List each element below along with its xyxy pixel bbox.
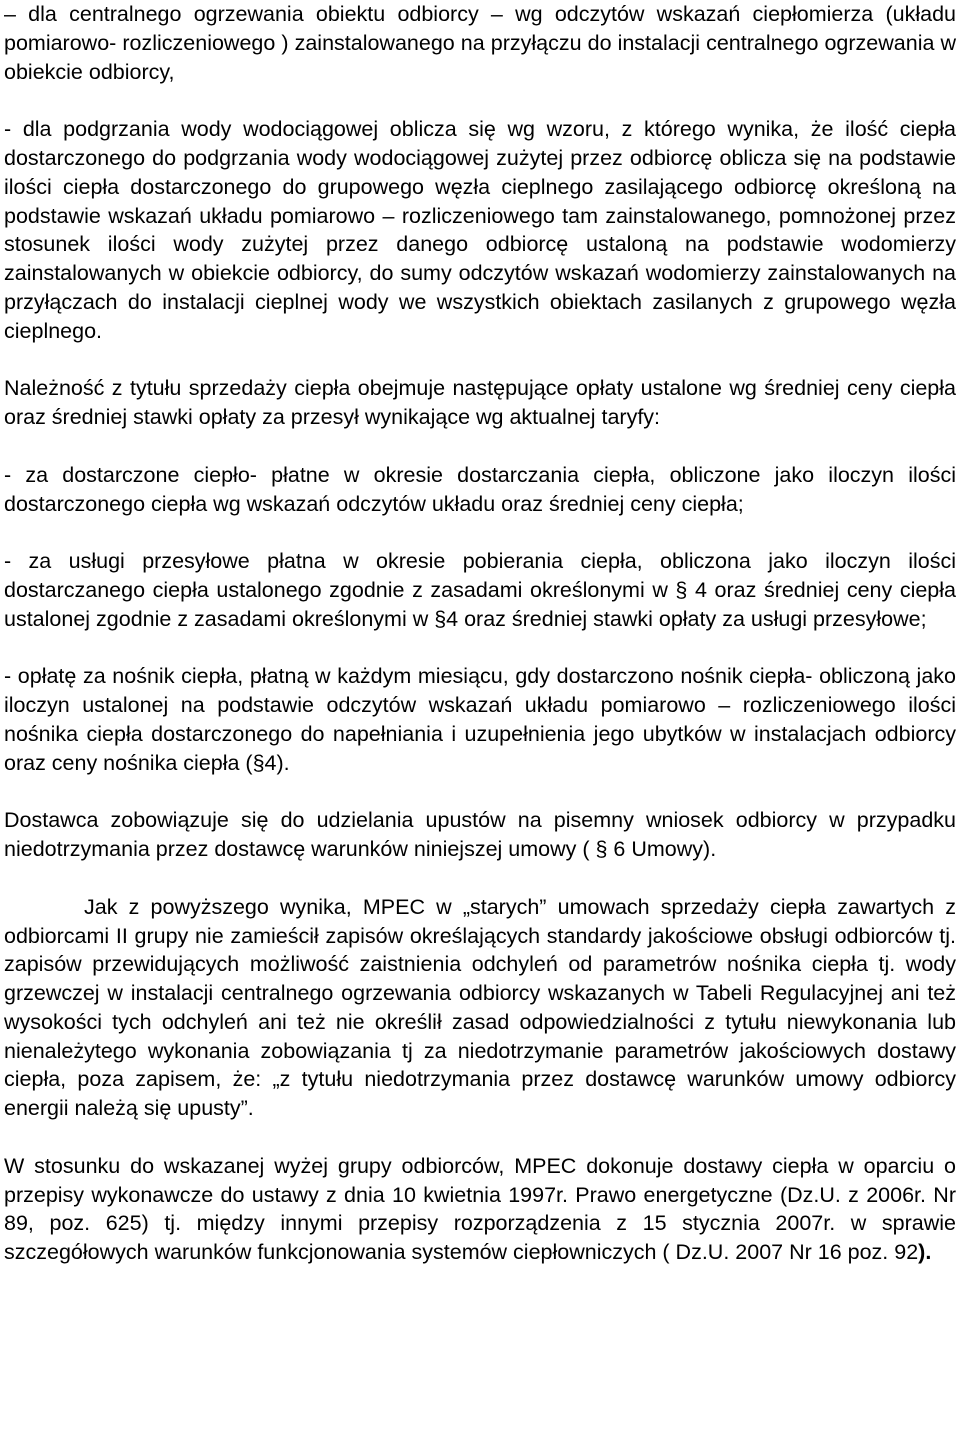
paragraph-discounts: Dostawca zobowiązuje się do udzielania upustów na pisemny wniosek odbiorcy w przypadku niedotrzymania przez dostawcę warunków niniejszej umowy ( § 6 Umowy). [4, 808, 956, 862]
document-page [4, 0, 956, 1267]
legal-basis-closing: ). [918, 1240, 932, 1265]
paragraph-charges: Należność z tytułu sprzedaży ciepła obejmuje następujące opłaty ustalone wg średniej ceny ciepła oraz średniej stawki opłaty za przesył wynikające wg aktualnej taryfy: [4, 376, 956, 430]
paragraph-mpec-contracts: Jak z powyższego wynika, MPEC w „starych” umowach sprzedaży ciepła zawartych z odbiorcami II grupy nie zamieścił zapisów określających standardy jakościowe obsługi odbiorców tj. zapisów przewidujących możliwość zaistnienia odchyleń od parametrów nośnika ciepła tj. wody grzewczej w instalacji centralnego ogrzewania odbiorcy wskazanych w Tabeli Regulacyjnej ani też wysokości tych odchyleń ani też nie określił zasad odpowiedzialności z tytułu niewykonania lub nienależytego wykonania zobowiązania tj za niedotrzymanie parametrów jakościowych dostawy ciepła, poza zapisem, że: „z tytułu niedotrzymania przez dostawcę warunków umowy odbiorcy energii należą się upusty”. [4, 894, 956, 1121]
paragraph-heat-carrier: - opłatę za nośnik ciepła, płatną w każdym miesiącu, gdy dostarczono nośnik ciepła- obliczoną jako iloczyn ustalonej na podstawie odczytów wskazań układu pomiarowo – rozliczeniowego ilości nośnika ciepła dostarczonego do napełniania i uzupełnienia jego ubytków w instalacjach odbiorcy oraz ceny nośnika ciepła (§4). [4, 664, 956, 775]
paragraph-legal-basis [4, 1152, 956, 1267]
paragraph-transmission-services: - za usługi przesyłowe płatna w okresie pobierania ciepła, obliczona jako iloczyn ilości dostarczanego ciepła ustalonego zgodnie z zasadami określonymi w § 4 oraz średniej ceny ciepła ustalonej zgodnie z zasadami określonymi w §4 oraz średniej stawki opłaty za usługi przesyłowe; [4, 549, 956, 631]
legal-basis-text: W stosunku do wskazanej wyżej grupy odbiorców, MPEC dokonuje dostawy ciepła w oparciu o przepisy wykonawcze do ustawy z dnia 10 kwietnia 1997r. Prawo energetyczne (Dz.U. z 2006r. Nr 89, poz. 625) tj. między innymi przepisy rozporządzenia z 15 stycznia 2007r. w sprawie szczegółowych warunków funkcjonowania systemów ciepłowniczych ( Dz.U. 2007 Nr 16 poz. 92 [4, 1153, 956, 1265]
paragraph-water-heating: - dla podgrzania wody wodociągowej oblicza się wg wzoru, z którego wynika, że ilość ciepła dostarczonego do podgrzania wody wodociągowej zużytej przez odbiorcę oblicza się na podstawie ilości ciepła dostarczonego do grupowego węzła cieplnego zasilającego odbiorcę określoną na podstawie wskazań układu pomiarowo – rozliczeniowego tam zainstalowanego, pomnożonej przez stosunek ilości wody zużytej przez danego odbiorcę ustaloną na podstawie wodomierzy zainstalowanych w obiekcie odbiorcy, do sumy odczytów wskazań wodomierzy zainstalowanych na przyłączach do instalacji cieplnej wody we wszystkich obiektach zasilanych z grupowego węzła cieplnego. [4, 117, 956, 343]
paragraph-central-heating: – dla centralnego ogrzewania obiektu odbiorcy – wg odczytów wskazań ciepłomierza (układu pomiarowo- rozliczeniowego ) zainstalowanego na przyłączu do instalacji centralnego ogrzewania w obiekcie odbiorcy, [4, 2, 956, 84]
paragraph-supplied-heat: - za dostarczone ciepło- płatne w okresie dostarczania ciepła, obliczone jako iloczyn ilości dostarczonego ciepła wg wskazań odczytów układu oraz średniej ceny ciepła; [4, 462, 956, 516]
